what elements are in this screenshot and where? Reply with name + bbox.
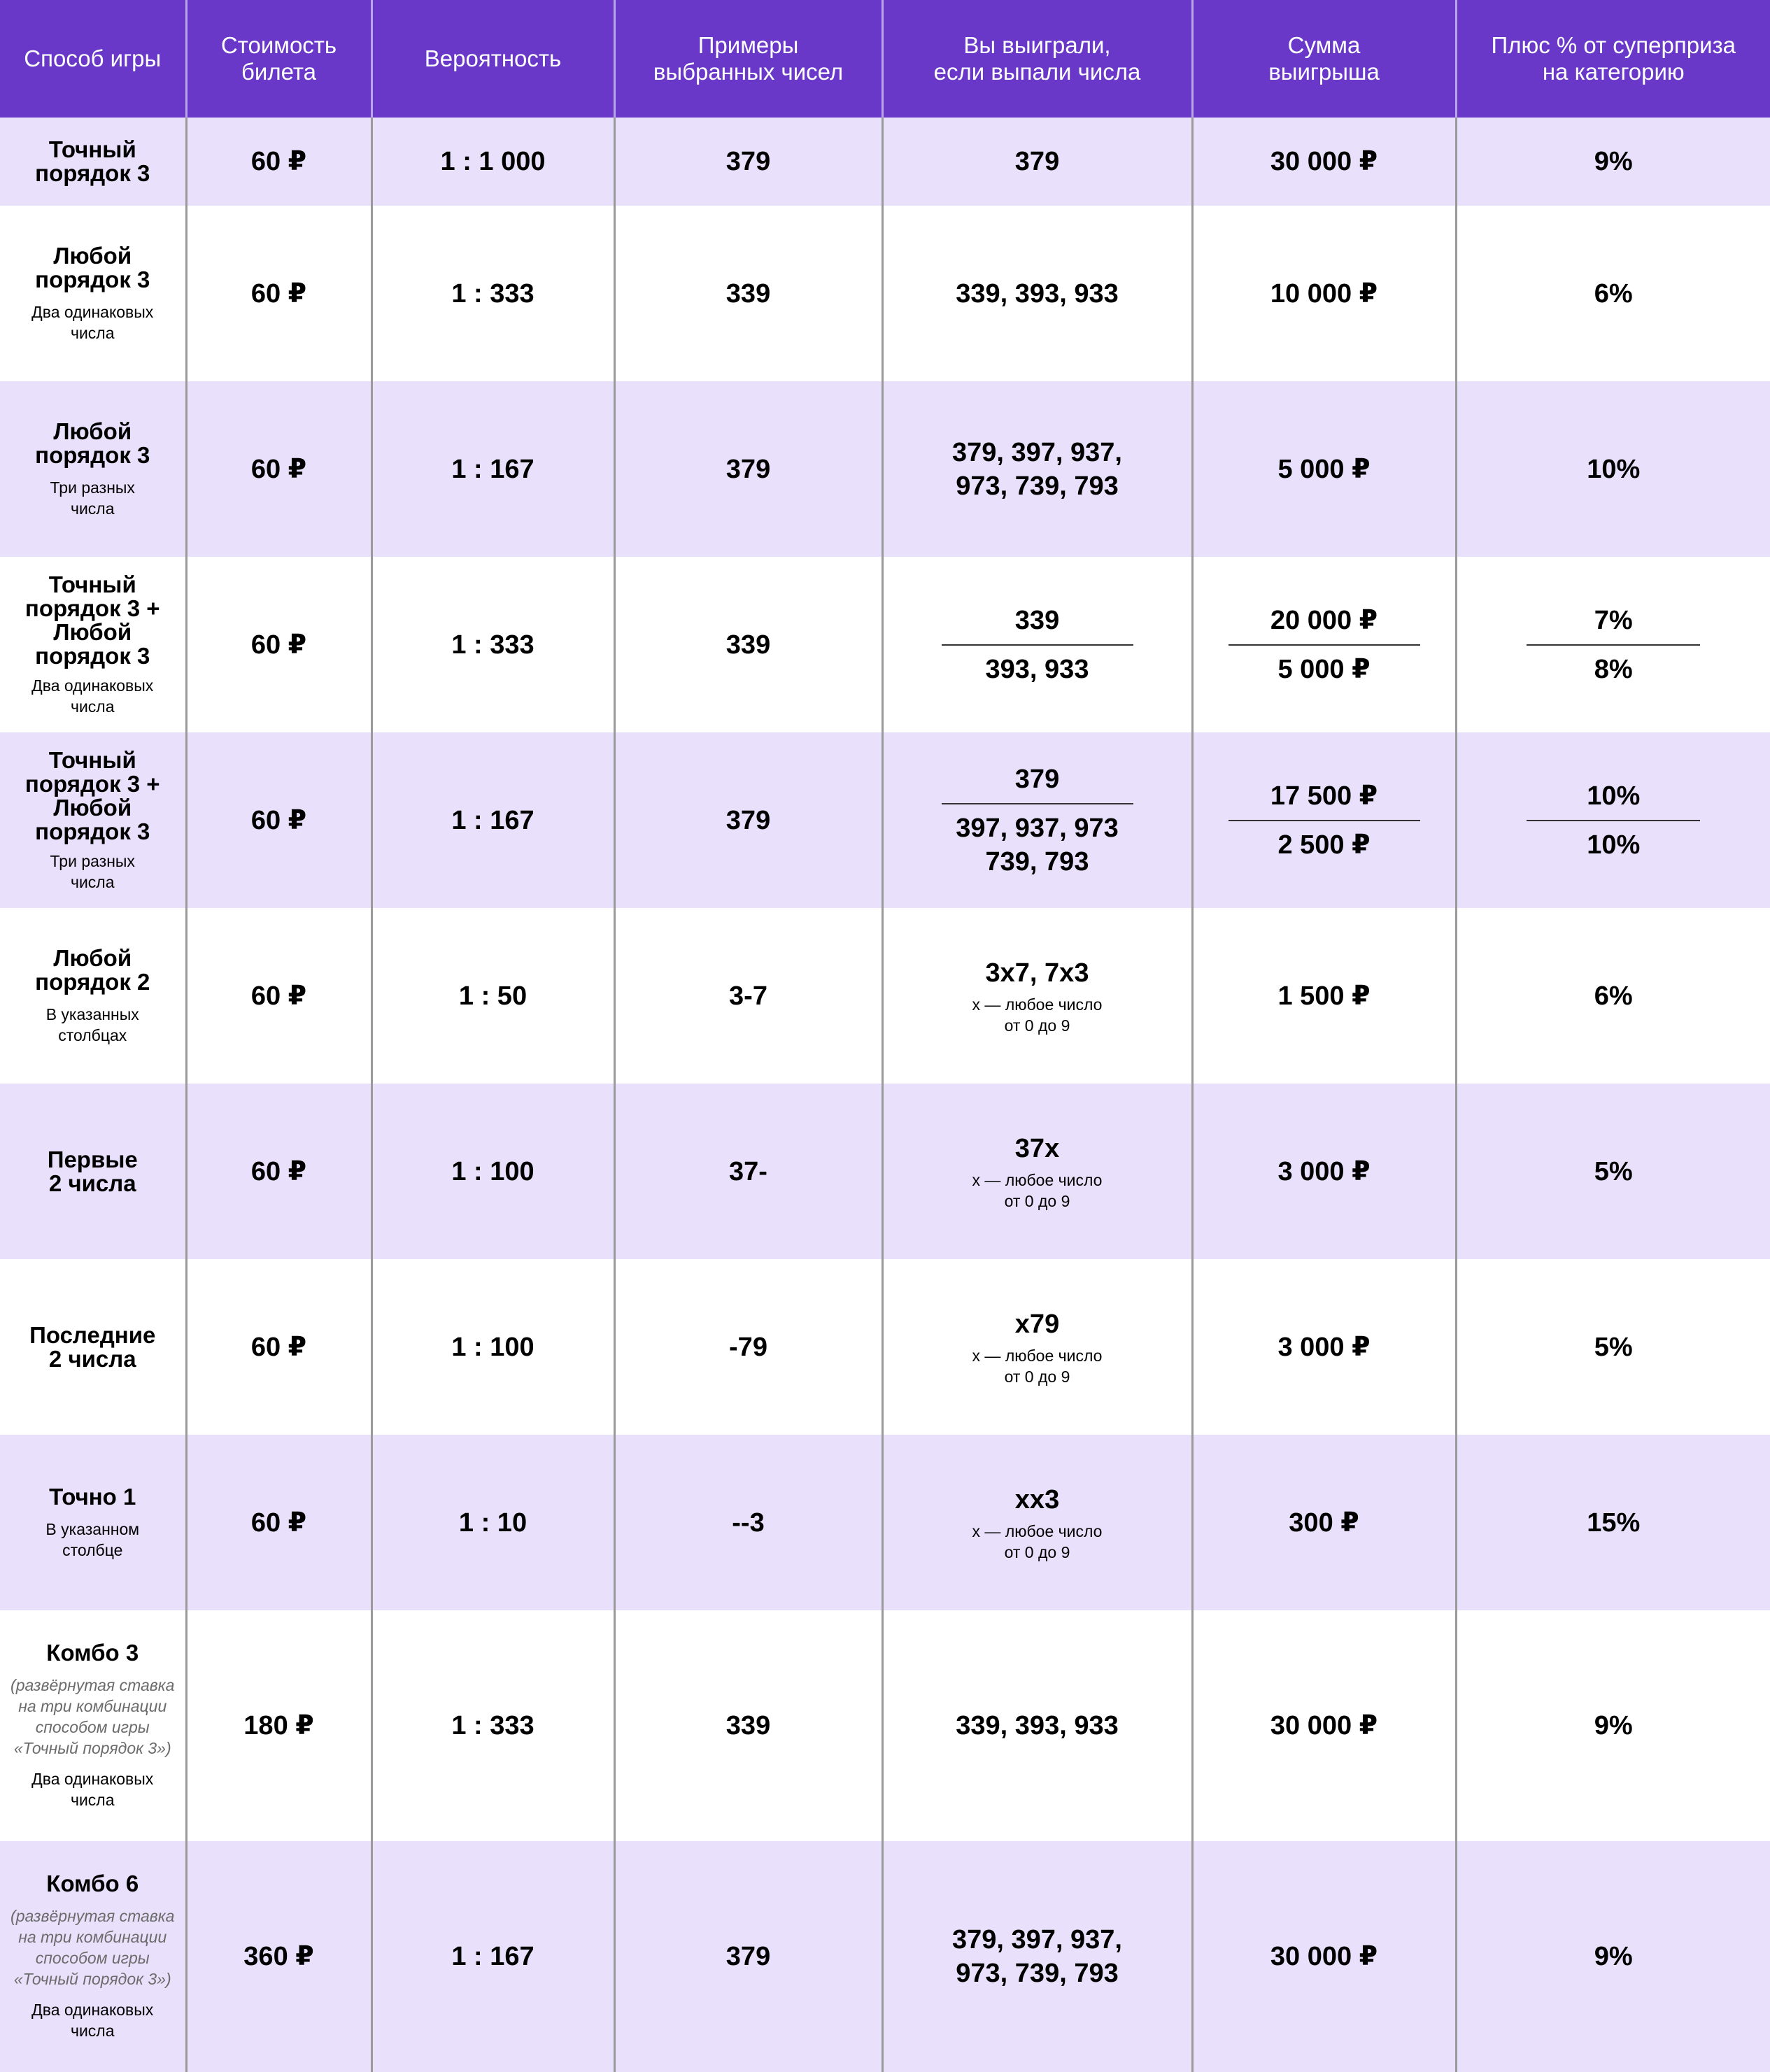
ticket-cost: 60 ₽ [250,1156,307,1186]
cost-cell [186,118,371,206]
table-row [0,1084,1770,1259]
won-cell [882,118,1192,206]
winning-numbers-any: 393, 933 [985,654,1089,684]
example-numbers: 339 [725,278,771,308]
table-row [0,732,1770,908]
table-row [0,557,1770,732]
ticket-cost: 60 ₽ [250,147,307,176]
won-cell [882,1435,1192,1610]
example-cell [614,1841,882,2072]
plus-cell [1456,732,1770,908]
superprize-percent: 6% [1594,981,1633,1011]
probability-cell [371,118,614,206]
cost-cell [186,732,371,908]
amount-cell [1192,1084,1456,1259]
method-note: В указанном столбце [45,1519,140,1559]
example-cell [614,381,882,557]
ticket-cost: 60 ₽ [250,630,307,660]
plus-cell [1456,206,1770,381]
prize-amount: 3 000 ₽ [1277,1156,1371,1186]
table-row [0,1610,1770,1841]
amount-cell [1192,557,1456,732]
winning-numbers: 379, 397, 937, 973, 739, 793 [952,1925,1122,1988]
method-cell [0,1610,186,1841]
plus-cell [1456,1259,1770,1435]
amount-cell [1192,206,1456,381]
table-row [0,206,1770,381]
cost-cell [186,1435,371,1610]
method-description: (развёрнутая ставка на три комбинации способом игры «Точный порядок 3») [10,1676,175,1757]
ticket-cost: 60 ₽ [250,454,307,484]
winning-numbers: 3x7, 7x3 [985,958,1089,988]
method-cell [0,206,186,381]
superprize-percent-exact: 7% [1594,605,1633,635]
prize-amount: 30 000 ₽ [1270,1711,1378,1740]
example-numbers: 379 [725,147,771,176]
table-row [0,1259,1770,1435]
prize-amount-exact: 17 500 ₽ [1270,781,1378,811]
winning-numbers: x79 [1014,1309,1060,1339]
cost-cell [186,1259,371,1435]
method-description: (развёрнутая ставка на три комбинации способом игры «Точный порядок 3») [10,1907,175,1988]
prize-amount: 30 000 ₽ [1270,1942,1378,1971]
amount-cell [1192,908,1456,1084]
method-note: Два одинаковых числа [31,1770,154,1809]
probability: 1 : 167 [451,454,534,484]
plus-cell [1456,1610,1770,1841]
header-row [0,0,1770,118]
probability: 1 : 333 [451,1711,534,1740]
winning-numbers: xx3 [1014,1484,1060,1514]
ticket-cost: 60 ₽ [250,805,307,835]
prize-amount-exact: 20 000 ₽ [1270,605,1378,635]
won-cell [882,381,1192,557]
example-cell [614,206,882,381]
probability: 1 : 167 [451,1942,534,1971]
ticket-cost: 60 ₽ [250,278,307,308]
winning-numbers-note: х — любое число от 0 до 9 [972,1170,1103,1210]
table-row [0,1841,1770,2072]
header-cost: Стоимость билета [186,0,371,118]
cost-cell [186,381,371,557]
example-numbers: 3-7 [729,981,767,1011]
method-cell [0,1841,186,2072]
probability-cell [371,908,614,1084]
won-cell [882,557,1192,732]
prize-amount-any: 2 500 ₽ [1277,830,1371,860]
method-note: Три разных числа [50,851,135,891]
example-numbers: 379 [725,1942,771,1971]
probability: 1 : 1 000 [440,147,546,176]
example-numbers: 379 [725,454,771,484]
probability-cell [371,1259,614,1435]
won-cell [882,1841,1192,2072]
table-row [0,381,1770,557]
cost-cell [186,908,371,1084]
won-cell [882,206,1192,381]
example-cell [614,1435,882,1610]
superprize-percent: 9% [1594,1942,1633,1971]
ticket-cost: 60 ₽ [250,1332,307,1362]
plus-cell [1456,557,1770,732]
probability: 1 : 167 [451,805,534,835]
amount-cell [1192,1610,1456,1841]
method-cell [0,1084,186,1259]
prize-amount-any: 5 000 ₽ [1277,654,1371,684]
superprize-percent: 15% [1587,1507,1641,1538]
plus-cell [1456,118,1770,206]
header-method: Способ игры [24,45,162,71]
header-probability: Вероятность [371,0,614,118]
winning-numbers: 37x [1014,1133,1060,1163]
probability-cell [371,732,614,908]
method-name: Точный порядок 3 [35,136,150,186]
superprize-percent: 9% [1594,1711,1633,1740]
probability-cell [371,1610,614,1841]
probability: 1 : 333 [451,630,534,660]
cost-cell [186,557,371,732]
method-cell [0,732,186,908]
example-cell [614,557,882,732]
cost-cell [186,1084,371,1259]
probability-cell [371,206,614,381]
example-numbers: 379 [725,805,771,835]
method-cell [0,1435,186,1610]
method-name: Комбо 3 [46,1640,139,1666]
cost-cell [186,206,371,381]
prize-amount: 3 000 ₽ [1277,1332,1371,1362]
winning-numbers-note: х — любое число от 0 до 9 [972,1346,1103,1386]
winning-numbers: 339, 393, 933 [956,1711,1119,1740]
example-numbers: -79 [729,1332,767,1362]
prize-amount: 1 500 ₽ [1277,981,1371,1011]
method-name: Точный порядок 3 + Любой порядок 3 [24,746,160,844]
ticket-cost: 60 ₽ [250,981,307,1011]
method-cell [0,381,186,557]
table-row [0,118,1770,206]
prize-amount: 5 000 ₽ [1277,454,1371,484]
won-cell [882,732,1192,908]
amount-cell [1192,1841,1456,2072]
superprize-percent: 9% [1594,147,1633,176]
amount-cell [1192,1435,1456,1610]
method-cell [0,908,186,1084]
won-cell [882,1610,1192,1841]
winning-numbers: 379 [1014,147,1060,176]
won-cell [882,908,1192,1084]
prize-amount: 300 ₽ [1289,1507,1359,1538]
example-numbers: 339 [725,1711,771,1740]
probability: 1 : 10 [458,1507,528,1538]
header-winning-numbers: Вы выиграли, если выпали числа [882,0,1192,118]
method-name: Точно 1 [49,1483,136,1510]
amount-cell [1192,118,1456,206]
method-note: В указанных столбцах [45,1005,139,1044]
method-name: Комбо 6 [46,1871,139,1896]
method-name: Любой порядок 3 [35,418,150,468]
example-cell [614,1610,882,1841]
example-numbers: 37- [729,1156,767,1186]
winning-numbers: 379, 397, 937, 973, 739, 793 [952,437,1122,501]
prize-amount: 30 000 ₽ [1270,147,1378,176]
amount-cell [1192,732,1456,908]
probability: 1 : 100 [451,1332,534,1362]
method-note: Два одинаковых числа [31,2001,154,2040]
cost-cell [186,1841,371,2072]
example-cell [614,908,882,1084]
winning-numbers: 339, 393, 933 [956,278,1119,308]
table-row [0,1435,1770,1610]
method-cell [0,118,186,206]
method-note: Два одинаковых числа [31,676,154,716]
ticket-cost: 60 ₽ [250,1507,307,1538]
superprize-percent: 10% [1587,454,1641,484]
method-name: Последние 2 числа [29,1321,156,1372]
won-cell [882,1084,1192,1259]
superprize-percent-any: 10% [1587,830,1641,860]
cost-cell [186,1610,371,1841]
probability: 1 : 50 [458,981,528,1011]
example-cell [614,1084,882,1259]
method-note: Два одинаковых числа [31,302,154,342]
superprize-percent: 5% [1594,1156,1633,1186]
method-note: Три разных числа [50,478,135,518]
table-row [0,908,1770,1084]
winning-numbers-any: 397, 937, 973 739, 793 [956,813,1119,877]
method-name: Любой порядок 3 [35,242,150,292]
winning-numbers-exact: 379 [1014,764,1060,794]
method-cell [0,557,186,732]
header-prize-amount: Сумма выигрыша [1192,0,1456,118]
winning-numbers-exact: 339 [1014,605,1060,635]
winning-numbers-note: х — любое число от 0 до 9 [972,1521,1103,1561]
superprize-percent: 6% [1594,278,1633,308]
won-cell [882,1259,1192,1435]
superprize-percent-exact: 10% [1587,781,1641,811]
plus-cell [1456,381,1770,557]
header-examples: Примеры выбранных чисел [614,0,882,118]
plus-cell [1456,1084,1770,1259]
probability-cell [371,381,614,557]
ticket-cost: 360 ₽ [243,1942,314,1971]
plus-cell [1456,1841,1770,2072]
example-numbers: 339 [725,630,771,660]
probability-cell [371,1841,614,2072]
example-numbers: --3 [732,1507,765,1538]
ticket-cost: 180 ₽ [243,1711,314,1740]
method-name: Первые 2 числа [47,1146,138,1196]
amount-cell [1192,1259,1456,1435]
probability-cell [371,557,614,732]
probability-cell [371,1435,614,1610]
probability: 1 : 333 [451,278,534,308]
amount-cell [1192,381,1456,557]
plus-cell [1456,1435,1770,1610]
superprize-percent-any: 8% [1594,654,1633,684]
winning-numbers-note: х — любое число от 0 до 9 [972,995,1103,1035]
probability-cell [371,1084,614,1259]
example-cell [614,732,882,908]
method-name: Любой порядок 2 [35,944,150,995]
prize-amount: 10 000 ₽ [1270,278,1378,308]
example-cell [614,1259,882,1435]
method-name: Точный порядок 3 + Любой порядок 3 [24,571,160,669]
superprize-percent: 5% [1594,1332,1633,1362]
header-superprize-percent: Плюс % от суперприза на категорию [1456,0,1770,118]
method-cell [0,1259,186,1435]
probability: 1 : 100 [451,1156,534,1186]
plus-cell [1456,908,1770,1084]
example-cell [614,118,882,206]
